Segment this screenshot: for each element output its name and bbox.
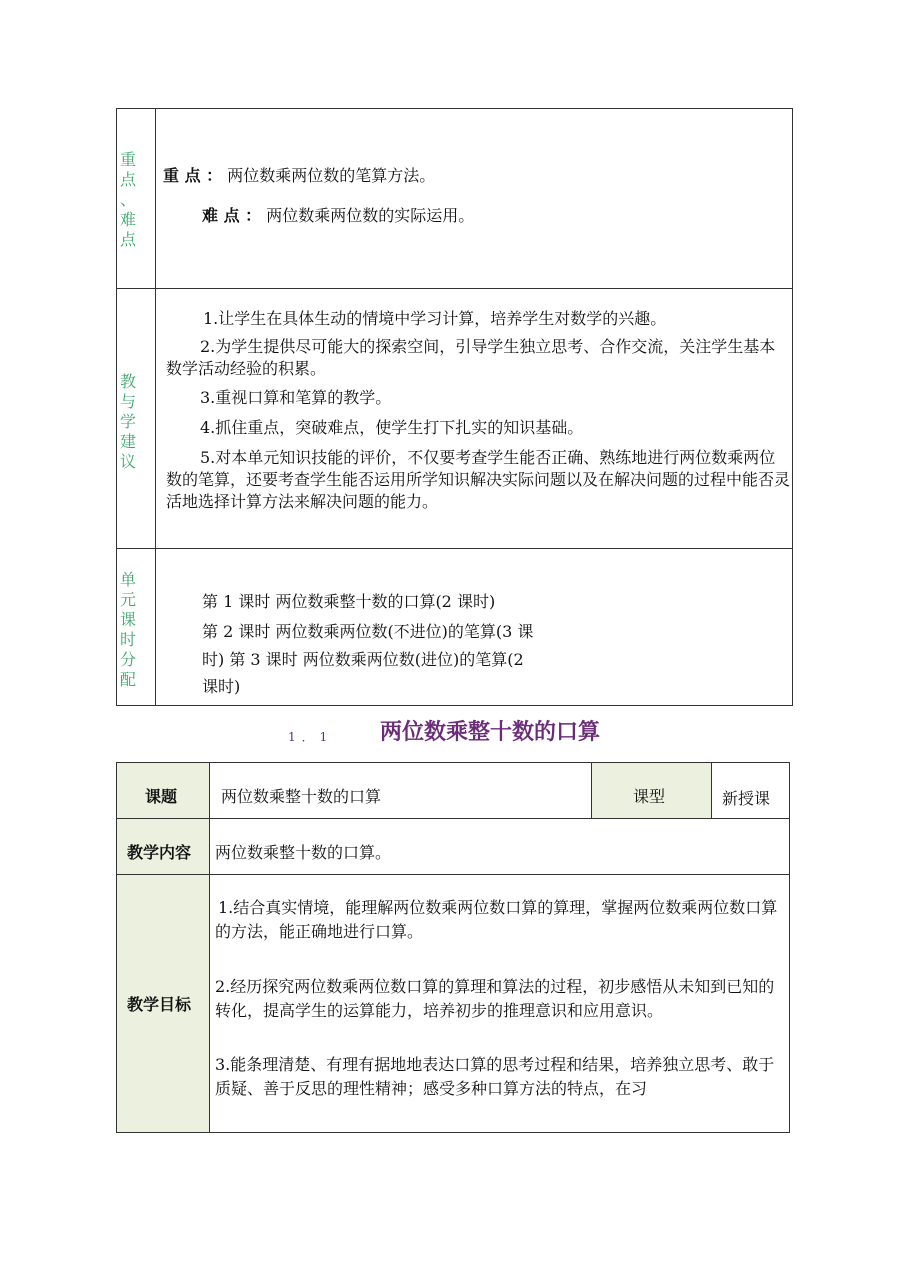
lesson-line-2: 第 2 课时 两位数乘两位数(不进位)的笔算(3 课: [202, 622, 534, 641]
topic-label: 课题: [145, 787, 178, 806]
difficulty-label: 难 点 ：: [202, 206, 262, 225]
suggestion-1: 1.让学生在具体生动的情境中学习计算，培养学生对数学的兴趣。: [203, 309, 667, 328]
lesson-line-4: 课时): [202, 677, 241, 696]
section-title: 两位数乘整十数的口算: [380, 720, 601, 745]
key-point-text: 两位数乘两位数的笔算方法。: [227, 166, 436, 185]
type-label: 课型: [633, 787, 666, 806]
lesson-line-1: 第 1 课时 两位数乘整十数的口算(2 课时): [202, 592, 496, 611]
key-point-label: 重 点 ：: [163, 166, 223, 185]
goal-2: 2.经历探究两位数乘两位数口算的算理和算法的过程，初步感悟从未知到已知的转化，提高学生的运算能力，培养初步的推理意识和应用意识。: [215, 977, 775, 1020]
goals-label: 教学目标: [127, 995, 192, 1014]
lesson-line-3: 时) 第 3 课时 两位数乘两位数(进位)的笔算(2: [202, 650, 524, 669]
goal-3: 3.能条理清楚、有理有据地地表达口算的思考过程和结果，培养独立思考、敢于质疑、善于反思的理性精神；感受多种口算方法的特点，在习: [215, 1055, 775, 1098]
suggestion-3: 3.重视口算和笔算的教学。: [200, 388, 392, 407]
topic-value: 两位数乘整十数的口算: [221, 787, 382, 806]
content-label: 教学内容: [127, 843, 192, 862]
difficulty-line: [202, 206, 474, 226]
unit-lesson-allocation-label: 单 元 课 时 分 配: [119, 570, 136, 689]
suggestion-2: 2.为学生提供尽可能大的探索空间，引导学生独立思考、合作交流，关注学生基本数学活动经验的积累。: [166, 337, 776, 378]
suggestion-5: 5.对本单元知识技能的评价，不仅要考查学生能否正确、熟练地进行两位数乘两位数的笔算，还要考查学生能否运用所学知识解决实际问题以及在解决问题的过程中能否灵活地选择计算方法来解决问题的能力。: [166, 448, 791, 511]
key-point-line: [163, 166, 435, 186]
difficulty-text: 两位数乘两位数的实际运用。: [266, 206, 475, 225]
key-difficulty-label: 重 点 、 难 点: [119, 150, 136, 249]
goal-1: 1.结合真实情境，能理解两位数乘两位数口算的算理，掌握两位数乘两位数口算的方法，能正确地进行口算。: [215, 898, 778, 941]
type-value: 新授课: [722, 789, 771, 808]
section-number: 1．1: [288, 730, 334, 744]
teaching-suggestion-label: 教 与 学 建 议: [119, 372, 136, 471]
suggestion-4: 4.抓住重点，突破难点，使学生打下扎实的知识基础。: [200, 418, 584, 437]
content-value: 两位数乘整十数的口算。: [215, 843, 392, 862]
